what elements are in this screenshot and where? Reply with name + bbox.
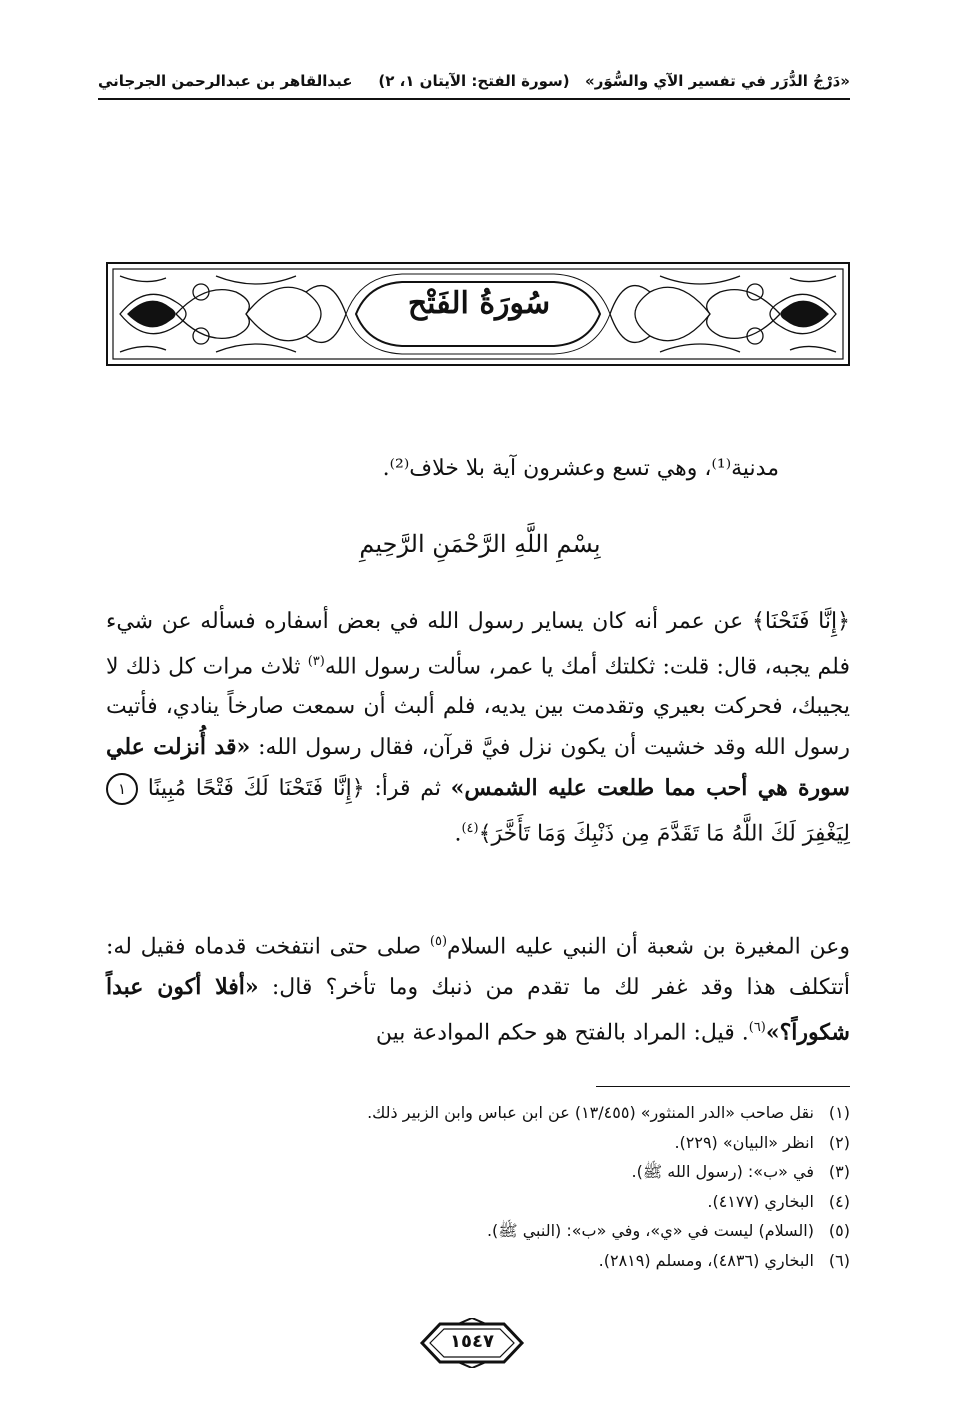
page-number-badge — [418, 1318, 526, 1368]
footnote-ref: (٦) — [748, 1020, 766, 1036]
footnote — [140, 1098, 850, 1128]
basmala: بِسْمِ اللَّهِ الرَّحْمَنِ الرَّحِيمِ — [359, 530, 601, 558]
quran-quote: لِيَغْفِرَ لَكَ اللَّهُ مَا تَقَدَّمَ مِن ذَنْبِكَ وَمَا تَأَخَّرَ﴾ — [478, 821, 850, 847]
footnote — [140, 1216, 850, 1246]
footnote-ref: (٤) — [461, 821, 479, 837]
paragraph-2 — [106, 922, 850, 1054]
body-text: وعن المغيرة بن شعبة أن النبي عليه السلام — [447, 934, 851, 960]
footnote-number: (٢) — [828, 1132, 850, 1152]
quran-quote: ﴿إِنَّا فَتَحْنَا﴾ — [751, 609, 850, 634]
hadith-quote: «قد أُنزلت علي سورة هي أحب مما طلعت عليه الشمس» — [106, 734, 850, 802]
footnote-number: (١) — [828, 1103, 850, 1122]
footnote-separator — [596, 1086, 850, 1087]
footnote-text: (السلام) ليست في «ي»، وفي «ب»: (النبي ﷺ). — [486, 1221, 814, 1240]
footnote-number: (٦) — [828, 1250, 850, 1270]
footnote-text: البخاري (٤١٧٧). — [707, 1191, 814, 1211]
footnote — [140, 1187, 850, 1217]
ayah-number-icon: ١ — [106, 773, 138, 805]
body-text: . — [454, 821, 462, 847]
footnote — [140, 1128, 850, 1158]
hadith-quote: «أفلا أكون عبداً شكوراً؟» — [106, 974, 850, 1046]
quran-quote: ﴿إِنَّا فَتَحْنَا لَكَ فَتْحًا مُبِينًا — [147, 776, 365, 802]
book-title: «دَرْجُ الدُّرَر في تفسير الآي والسُّوَر» — [585, 72, 850, 90]
body-text: ثلاث مرات كل ذلك لا يجيبك، فحركت بعيري وتقدمت بين يديه، فلم ألبث أن سمعت صارخاً ينادي، فأتيت رسول الله وقد خشيت أن يكون نزل فيَّ قرآن، فقال رسول الله: — [106, 654, 850, 761]
footnote-number: (٥) — [828, 1221, 850, 1240]
body-text: صلى حتى انتفخت قدماه فقيل له: أتتكلف هذا وقد غفر لك ما تقدم من ذنبك وما تأخر؟ قال: — [106, 934, 850, 1001]
running-header — [98, 66, 850, 96]
paragraph-1 — [106, 602, 850, 855]
footnote-ref: (٥) — [429, 934, 448, 949]
footnote — [140, 1246, 850, 1276]
footnote-number: (٤) — [828, 1191, 850, 1211]
footnote-text: انظر «البيان» (٢٢٩). — [674, 1132, 814, 1152]
surah-intro: مدنية⁽¹⁾، وهي تسع وعشرون آية بلا خلاف⁽²⁾. — [382, 456, 779, 481]
surah-banner — [106, 262, 850, 366]
surah-range: (سورة الفتح: الآيتان ١، ٢) — [378, 72, 570, 90]
header-rule — [98, 98, 850, 100]
footnote-text: في «ب»: (رسول الله ﷺ). — [631, 1162, 814, 1181]
footnote — [140, 1157, 850, 1187]
footnote-ref: (٣) — [307, 654, 325, 669]
footnote-number: (٣) — [828, 1162, 850, 1181]
surah-title: سُورَةُ الفَتْح — [407, 286, 551, 321]
body-text: . قيل: المراد بالفتح هو حكم الموادعة بين — [375, 1020, 749, 1046]
footnote-text: البخاري (٤٨٣٦)، ومسلم (٢٨١٩). — [598, 1250, 814, 1270]
footnote-text: نقل صاحب «الدر المنثور» (١٣/٤٥٥) عن ابن عباس وابن الزبير ذلك. — [367, 1103, 814, 1122]
body-text: ثم قرأ: — [364, 776, 451, 802]
author-name: عبدالقاهر بن عبدالرحمن الجرجاني — [98, 72, 353, 90]
footnotes — [140, 1098, 850, 1275]
body-text: عن عمر أنه كان يساير رسول الله في بعض أسفاره فسأله عن شيء فلم يجبه، قال: قلت: ثكلتك أمك يا عمر، سألت رسول الله — [106, 609, 850, 680]
page-number: ١٥٤٧ — [450, 1331, 494, 1352]
